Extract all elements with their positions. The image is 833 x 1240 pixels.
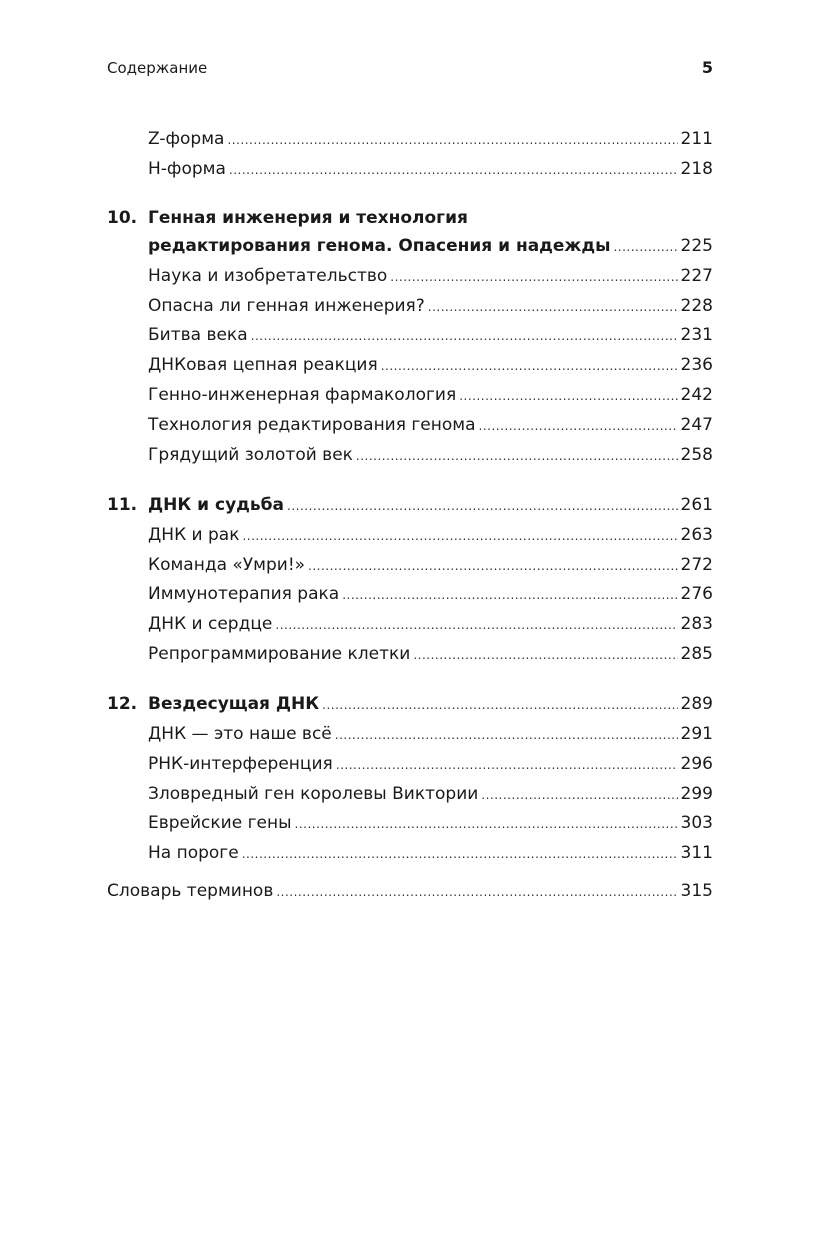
toc-entry-page: 263 bbox=[680, 524, 713, 545]
toc-entry-page: 285 bbox=[680, 643, 713, 664]
toc-entry[interactable] bbox=[107, 720, 713, 750]
toc-entry-page: 242 bbox=[680, 385, 713, 406]
toc-entry-page: 283 bbox=[680, 614, 713, 635]
dot-leader bbox=[390, 263, 677, 293]
chapter-page: 261 bbox=[680, 494, 713, 515]
chapter-10-heading-cont[interactable] bbox=[107, 232, 713, 262]
toc-entry-page: 299 bbox=[680, 783, 713, 804]
chapter-number: 11. bbox=[107, 494, 138, 515]
toc-entry[interactable] bbox=[107, 809, 713, 839]
dot-leader bbox=[613, 233, 677, 263]
chapter-number: 10. bbox=[107, 208, 138, 229]
toc-entry[interactable] bbox=[107, 750, 713, 780]
toc-entry-page: 227 bbox=[680, 265, 713, 286]
chapter-12-heading[interactable] bbox=[107, 690, 713, 720]
toc-entry[interactable] bbox=[107, 521, 713, 551]
toc-entry[interactable] bbox=[107, 839, 713, 869]
dot-leader bbox=[481, 781, 677, 811]
toc-entry-title: Зловредный ген королевы Виктории bbox=[148, 783, 479, 804]
toc-entry-title: ДНК и сердце bbox=[148, 614, 273, 635]
toc-entry-page: 291 bbox=[680, 724, 713, 745]
dot-leader bbox=[229, 156, 678, 186]
toc-entry[interactable] bbox=[107, 262, 713, 292]
toc-entry-title: Словарь терминов bbox=[107, 881, 274, 902]
toc-entry-title: Грядущий золотой век bbox=[148, 444, 353, 465]
toc-entry-page: 311 bbox=[680, 843, 713, 864]
toc-entry-title: Наука и изобретательство bbox=[148, 265, 388, 286]
toc-entry-title: Репрограммирование клетки bbox=[148, 643, 411, 664]
toc-entry-z-form[interactable] bbox=[107, 125, 713, 155]
toc-entry-title: Команда «Умри!» bbox=[148, 554, 306, 575]
toc-entry-page: 247 bbox=[680, 414, 713, 435]
chapter-title: ДНК и судьба bbox=[148, 494, 284, 515]
dot-leader bbox=[242, 522, 677, 552]
table-of-contents bbox=[107, 125, 713, 907]
page-header bbox=[107, 58, 713, 77]
dot-leader bbox=[413, 641, 677, 671]
toc-entry-title: РНК-интерференция bbox=[148, 753, 333, 774]
toc-entry-title: Иммунотерапия рака bbox=[148, 584, 340, 605]
chapter-page: 225 bbox=[680, 236, 713, 257]
toc-entry-title: На пороге bbox=[148, 843, 239, 864]
toc-entry[interactable] bbox=[107, 441, 713, 471]
dot-leader bbox=[308, 552, 678, 582]
toc-entry-title: Битва века bbox=[148, 325, 248, 346]
toc-entry-glossary[interactable] bbox=[107, 877, 713, 907]
toc-entry[interactable] bbox=[107, 381, 713, 411]
toc-entry-page: 228 bbox=[680, 295, 713, 316]
dot-leader bbox=[295, 810, 678, 840]
dot-leader bbox=[335, 721, 678, 751]
toc-entry[interactable] bbox=[107, 292, 713, 322]
toc-entry[interactable] bbox=[107, 551, 713, 581]
dot-leader bbox=[242, 840, 678, 870]
dot-leader bbox=[227, 126, 677, 156]
toc-entry-page: 218 bbox=[680, 158, 713, 179]
dot-leader bbox=[276, 878, 677, 908]
toc-entry-title: ДНКовая цепная реакция bbox=[148, 355, 378, 376]
dot-leader bbox=[428, 293, 678, 323]
chapter-11-heading[interactable] bbox=[107, 491, 713, 521]
toc-entry-title: ДНК — это наше всё bbox=[148, 724, 332, 745]
toc-entry-page: 236 bbox=[680, 355, 713, 376]
toc-entry[interactable] bbox=[107, 351, 713, 381]
chapter-title: Вездесущая ДНК bbox=[148, 694, 320, 715]
running-title: Содержание bbox=[107, 59, 208, 77]
dot-leader bbox=[342, 581, 677, 611]
toc-entry-h-form[interactable] bbox=[107, 155, 713, 185]
dot-leader bbox=[322, 691, 677, 721]
toc-entry-page: 258 bbox=[680, 444, 713, 465]
dot-leader bbox=[459, 382, 677, 412]
dot-leader bbox=[287, 492, 678, 522]
toc-entry-page: 211 bbox=[680, 129, 713, 149]
toc-entry-title: Z-форма bbox=[148, 129, 225, 149]
dot-leader bbox=[381, 352, 678, 382]
toc-entry-page: 315 bbox=[680, 881, 713, 902]
toc-entry-page: 272 bbox=[680, 554, 713, 575]
toc-entry-page: 296 bbox=[680, 753, 713, 774]
dot-leader bbox=[479, 412, 678, 442]
toc-entry[interactable] bbox=[107, 780, 713, 810]
toc-entry-title: Опасна ли генная инженерия? bbox=[148, 295, 425, 316]
toc-entry-title: ДНК и рак bbox=[148, 524, 240, 545]
chapter-10-heading[interactable] bbox=[107, 205, 713, 232]
dot-leader bbox=[356, 442, 678, 472]
chapter-title-line1: Генная инженерия и технология bbox=[148, 208, 468, 229]
toc-entry-title: Генно-инженерная фармакология bbox=[148, 385, 457, 406]
toc-entry[interactable] bbox=[107, 321, 713, 351]
page-number: 5 bbox=[701, 58, 713, 77]
toc-entry-title: H-форма bbox=[148, 158, 226, 179]
toc-entry[interactable] bbox=[107, 640, 713, 670]
toc-entry-title: Еврейские гены bbox=[148, 813, 292, 834]
chapter-page: 289 bbox=[680, 694, 713, 715]
toc-entry-title: Технология редактирования генома bbox=[148, 414, 476, 435]
toc-entry-page: 231 bbox=[680, 325, 713, 346]
dot-leader bbox=[251, 322, 678, 352]
chapter-number: 12. bbox=[107, 694, 138, 715]
toc-entry[interactable] bbox=[107, 411, 713, 441]
dot-leader bbox=[336, 751, 678, 781]
toc-entry-page: 276 bbox=[680, 584, 713, 605]
toc-entry-page: 303 bbox=[680, 813, 713, 834]
chapter-title-line2: редактирования генома. Опасения и надежды bbox=[148, 236, 611, 257]
toc-entry[interactable] bbox=[107, 610, 713, 640]
toc-entry[interactable] bbox=[107, 580, 713, 610]
dot-leader bbox=[275, 611, 677, 641]
